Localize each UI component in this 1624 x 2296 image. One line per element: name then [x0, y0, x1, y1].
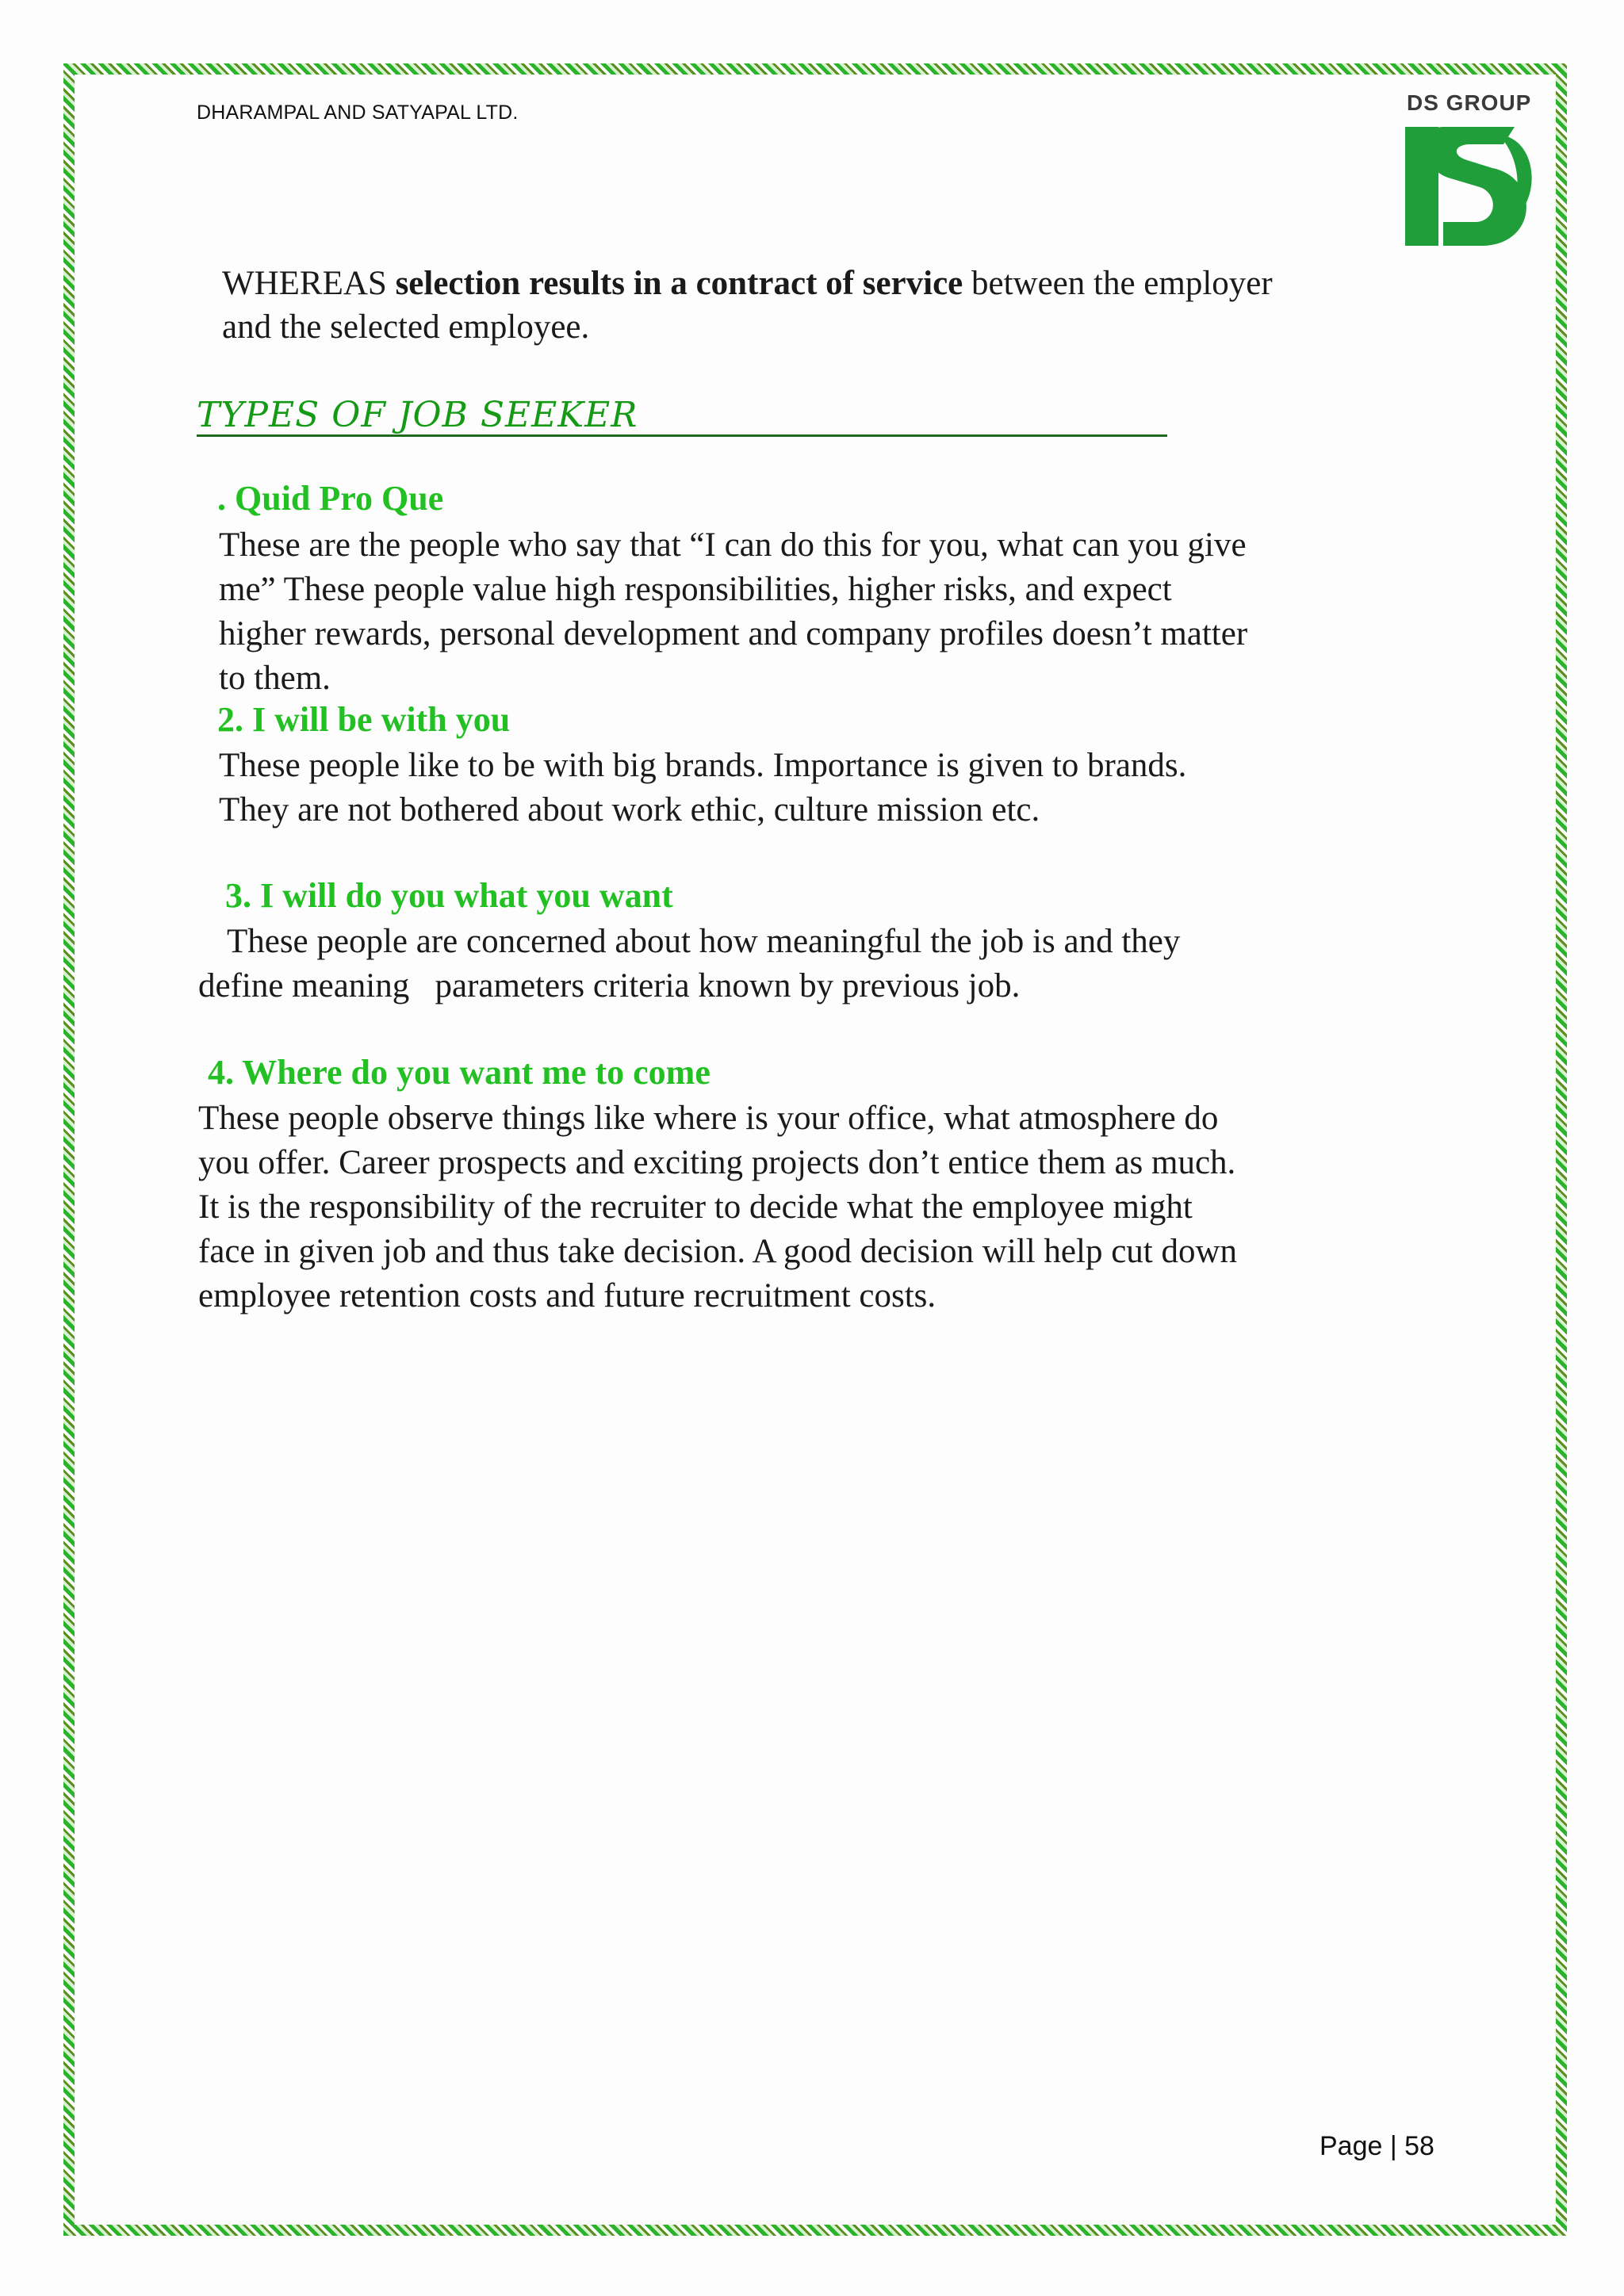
type-3-title: 3. I will do you what you want	[225, 876, 673, 915]
heading-underline	[197, 434, 1167, 437]
type-1-line: to them.	[219, 660, 331, 697]
type-2-title: 2. I will be with you	[217, 700, 511, 739]
type-2-line: They are not bothered about work ethic, culture mission etc.	[219, 791, 1040, 828]
ds-logo-icon	[1404, 89, 1543, 247]
type-4-title: 4. Where do you want me to come	[208, 1053, 710, 1092]
type-1-title: . Quid Pro Que	[217, 479, 444, 518]
type-4-line: you offer. Career prospects and exciting projects don’t entice them as much.	[198, 1144, 1236, 1181]
type-2-line: These people like to be with big brands. Importance is given to brands.	[219, 747, 1187, 784]
intro-line-2: and the selected employee.	[222, 308, 590, 346]
type-3-line: These people are concerned about how meaningful the job is and they	[219, 923, 1181, 960]
logo-caption: DS GROUP	[1407, 90, 1532, 115]
page-number: Page | 58	[1320, 2131, 1434, 2161]
type-4-line: face in given job and thus take decision. A good decision will help cut down	[198, 1233, 1238, 1270]
type-4-line: These people observe things like where is your office, what atmosphere do	[198, 1100, 1219, 1137]
type-3-line: define meaning parameters criteria known by previous job.	[198, 967, 1021, 1004]
header-company-name: DHARAMPAL AND SATYAPAL LTD.	[197, 101, 519, 124]
type-1-line: me” These people value high responsibilities, higher risks, and expect	[219, 571, 1172, 608]
intro-text-a: WHEREAS	[222, 265, 396, 302]
intro-text-b: between the employer	[963, 265, 1273, 302]
type-1-line: higher rewards, personal development and company profiles doesn’t matter	[219, 615, 1248, 652]
section-heading: TYPES OF JOB SEEKER	[197, 395, 638, 435]
type-4-line: employee retention costs and future recruitment costs.	[198, 1277, 936, 1314]
type-1-line: These are the people who say that “I can do this for you, what can you give	[219, 526, 1247, 564]
intro-bold-text: selection results in a contract of service	[395, 265, 963, 302]
type-4-line: It is the responsibility of the recruiter to decide what the employee might	[198, 1188, 1193, 1226]
intro-line-1	[222, 262, 1273, 305]
